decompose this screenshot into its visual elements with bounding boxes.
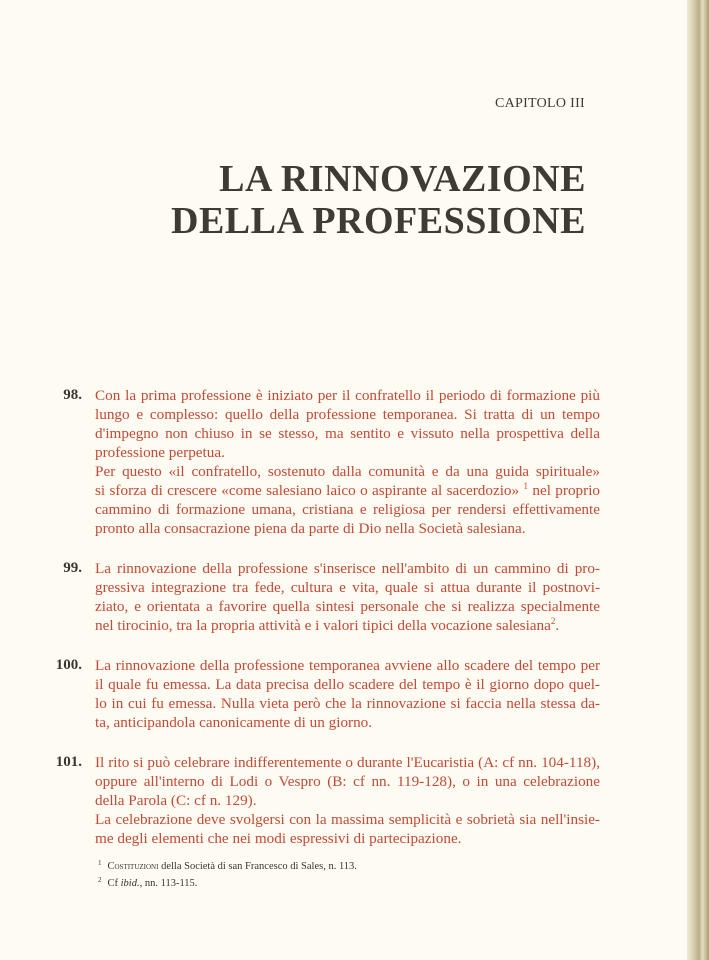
footnote-source-title: Costituzioni [107, 861, 159, 872]
book-page-edge [687, 0, 709, 960]
text-fragment: nel tirocinio, tra la propria attività e i valori tipici della vocazione salesiana [95, 617, 551, 634]
text-line: professione perpetua. [95, 444, 225, 461]
text-line: della Parola (C: cf n. 129). [95, 792, 257, 809]
text-line: Con la prima professione è iniziato per il confratello il periodo di formazione più [95, 387, 600, 404]
text-line: La rinnovazione della professione temporanea avviene allo scadere del tempo per [95, 657, 600, 674]
footnote-reference[interactable]: 1 [523, 480, 528, 491]
text-fragment: nel proprio [528, 482, 601, 499]
paragraph-98 [40, 386, 600, 538]
text-line-with-footnote [95, 616, 600, 635]
text-line: ziato, e orientata a favorire quella sintesi personale che si realizza specialmente [95, 598, 600, 615]
footnote-text: della Società di san Francesco di Sales, n. 113. [158, 861, 357, 872]
text-line: La celebrazione deve svolgersi con la massima semplicità e sobrietà sia nell'insie- [95, 811, 600, 828]
text-line: Per questo «il confratello, sostenuto dalla comunità e da una guida spirituale» [95, 463, 600, 480]
chapter-title-line-2: DELLA PROFESSIONE [171, 200, 586, 242]
text-line: me degli elementi che nei modi espressivi di partecipazione. [95, 830, 462, 847]
footnotes [98, 858, 578, 892]
footnote-mark: 1 [98, 858, 102, 867]
text-line: il quale fu emessa. La data precisa dello scadere del tempo è il giorno dopo quel- [95, 676, 600, 693]
text-line: pronto alla consacrazione piena da parte di Dio nella Società salesiana. [95, 520, 526, 537]
text-line: lo in cui fu emessa. Nulla vieta però che la rinnovazione si faccia nella stessa da- [95, 695, 600, 712]
paragraph-99 [40, 559, 600, 635]
chapter-label: CAPITOLO III [494, 96, 585, 111]
text-line: La rinnovazione della professione s'inserisce nell'ambito di un cammino di pro- [95, 560, 600, 577]
chapter-body [40, 386, 600, 869]
footnote-prefix: Cf [107, 878, 121, 889]
text-line: lungo e complesso: quello della professione temporanea. Si tratta di un tempo [95, 406, 600, 423]
paragraph-number: 100. [55, 657, 82, 673]
footnote-1 [98, 858, 578, 875]
footnote-mark: 2 [98, 875, 102, 884]
paragraph-number: 98. [63, 387, 82, 403]
paragraph-100 [40, 656, 600, 732]
paragraph-number: 99. [63, 560, 82, 576]
text-line-with-footnote [95, 481, 600, 500]
paragraph-101 [40, 753, 600, 848]
footnote-text: , nn. 113-115. [139, 878, 198, 889]
text-fragment: si sforza di crescere «come salesiano laico o aspirante al sacerdozio» [95, 482, 520, 499]
text-line: Il rito si può celebrare indifferentemente o durante l'Eucaristia (A: cf nn. 104-118), [95, 754, 600, 771]
text-line: oppure all'interno di Lodi o Vespro (B: cf nn. 119-128), o in una celebrazione [95, 773, 600, 790]
text-fragment: . [555, 617, 560, 634]
footnote-italic: ibid. [120, 878, 140, 889]
text-line: cammino di formazione umana, cristiana e religiosa per rendersi effettivamente [95, 501, 600, 518]
chapter-title-line-1: LA RINNOVAZIONE [219, 158, 586, 200]
footnote-2 [98, 875, 578, 892]
text-line: ta, anticipandola canonicamente di un giorno. [95, 714, 373, 731]
text-line: d'impegno non chiuso in se stesso, ma sentito e vissuto nella prospettiva della [95, 425, 600, 442]
chapter-title [171, 158, 586, 242]
footnote-reference[interactable]: 2 [550, 615, 556, 626]
text-line: gressiva integrazione tra fede, cultura e vita, quale si attua durante il postnovi- [95, 579, 600, 596]
paragraph-number: 101. [55, 754, 82, 770]
